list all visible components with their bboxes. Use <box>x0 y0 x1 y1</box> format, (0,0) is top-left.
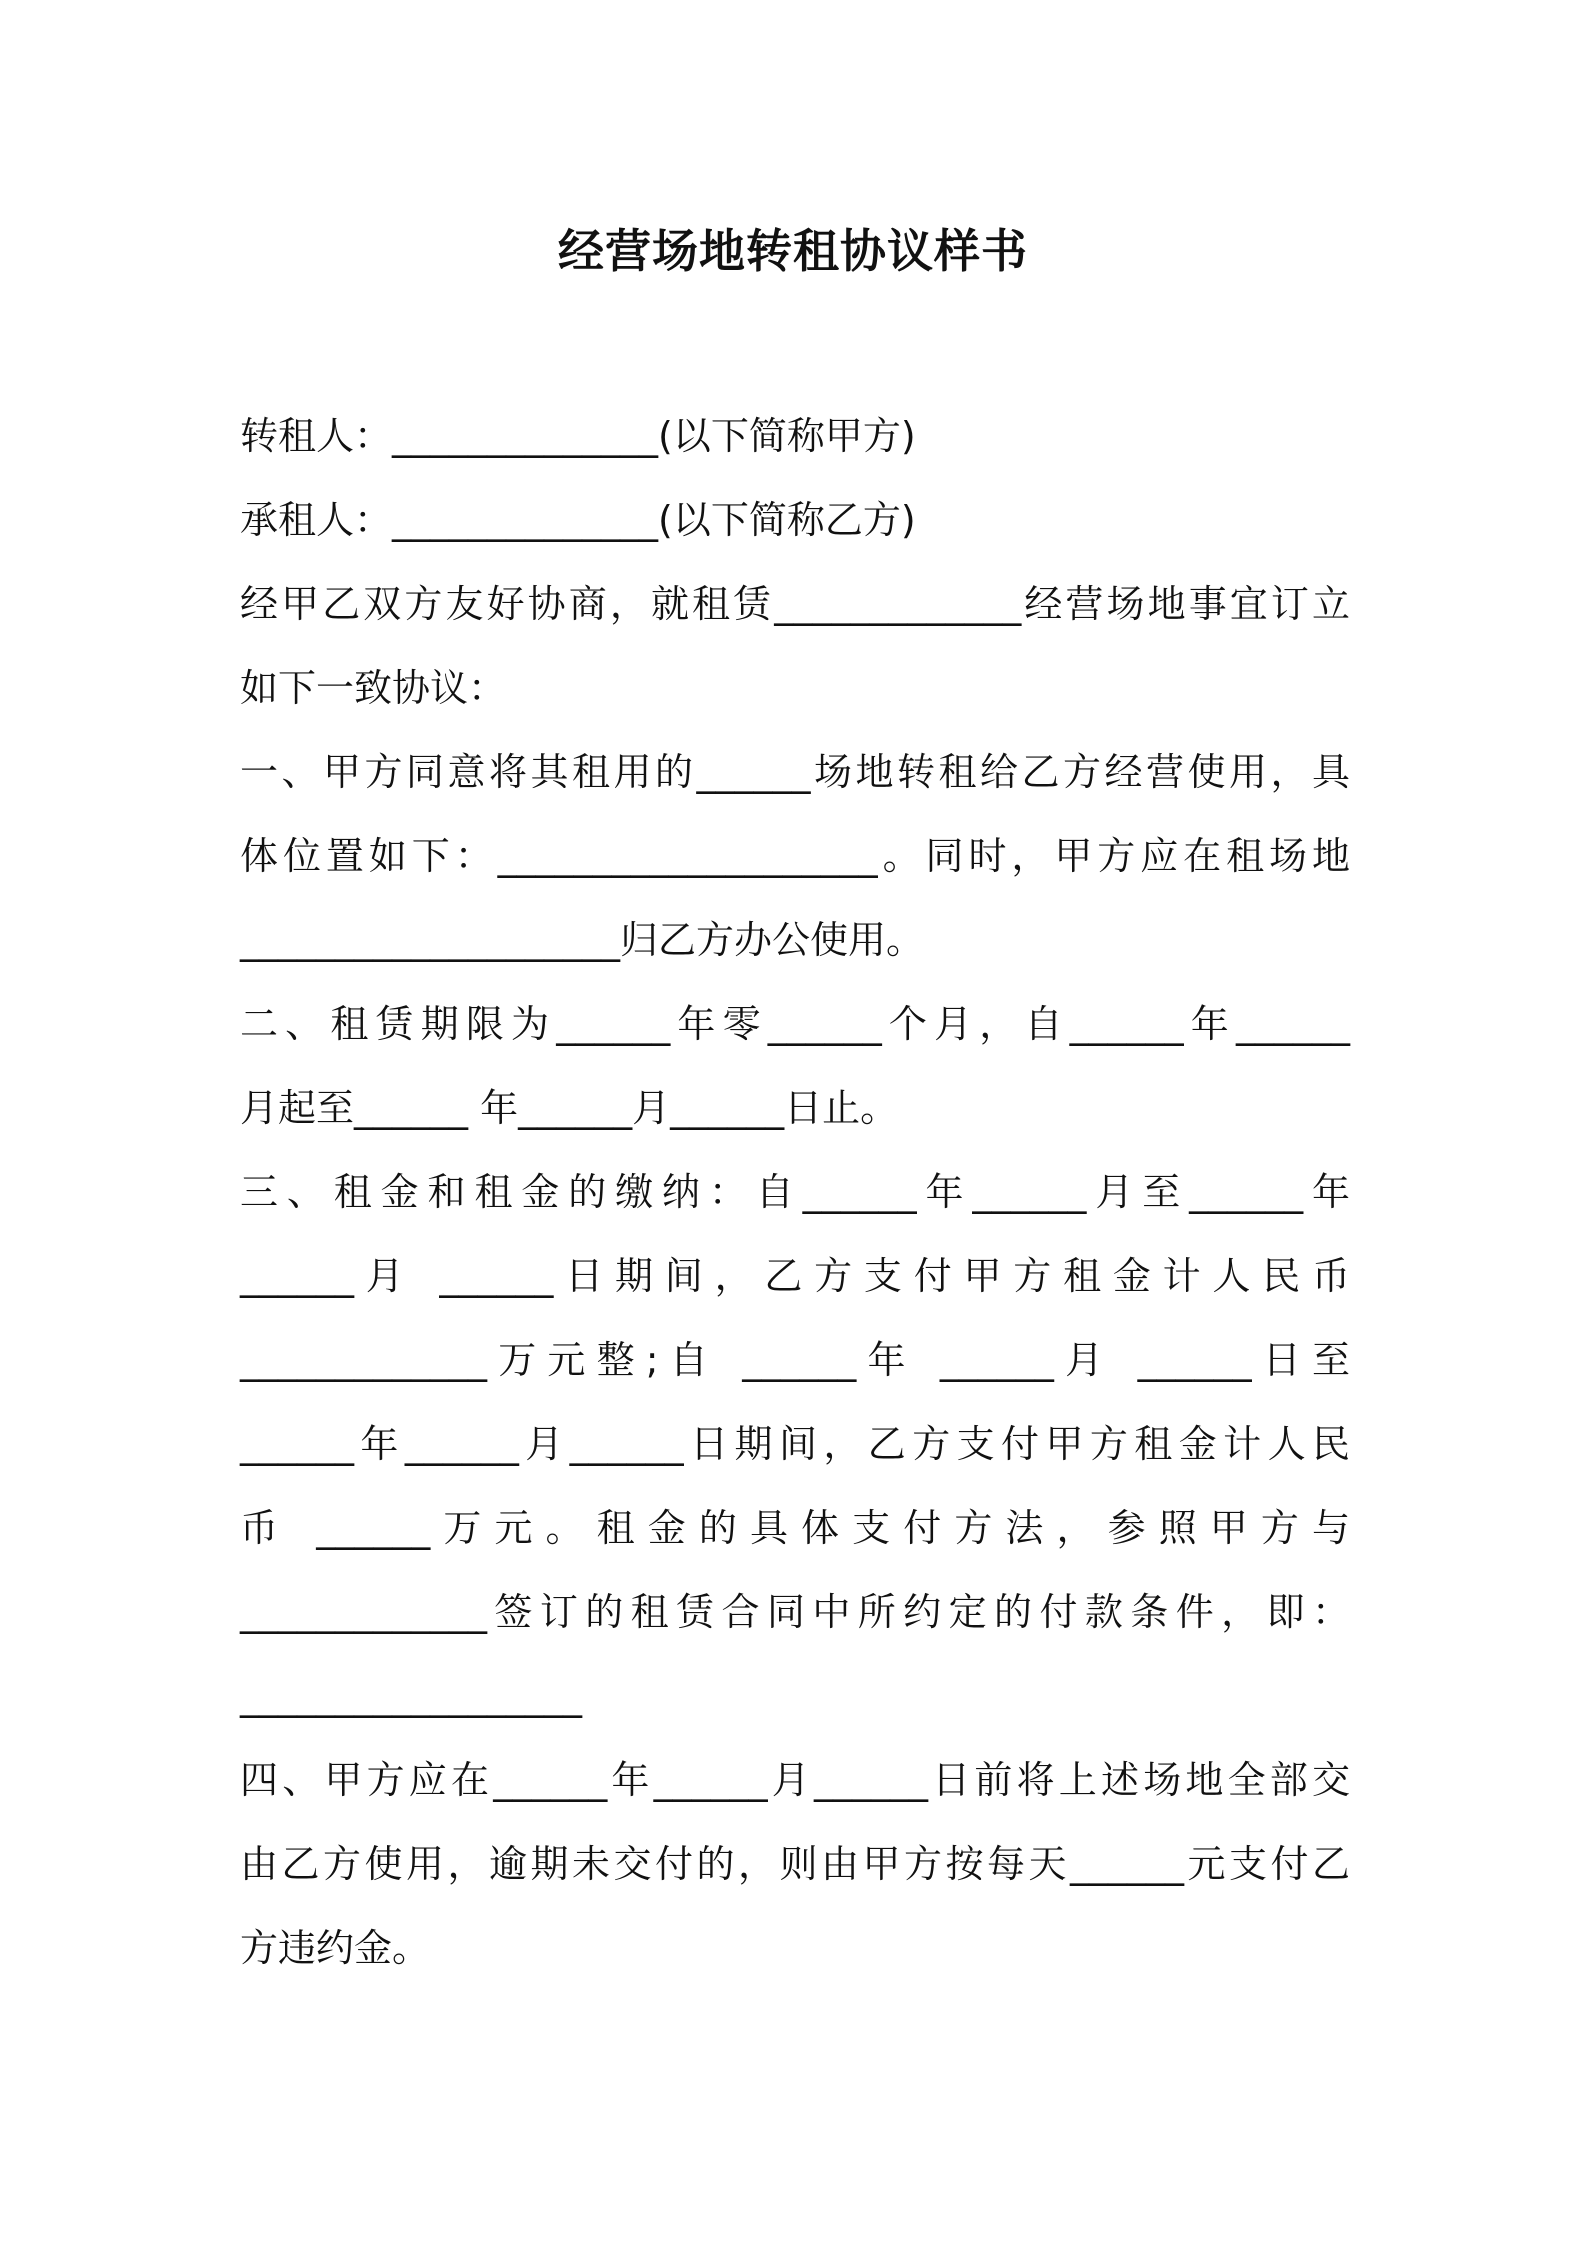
clause-1-line-3: ____________________归乙方办公使用。 <box>240 918 925 962</box>
preamble-line-2: 如下一致协议： <box>240 666 507 710</box>
clause-3-line-5: 币 ______万元。租金的具体支付方法，参照甲方与 <box>240 1506 1350 1550</box>
clause-1-line-1: 一、甲方同意将其租用的______场地转租给乙方经营使用，具 <box>240 750 1350 794</box>
clause-2-line-1: 二、租赁期限为______年零______个月，自______年______ <box>240 1002 1350 1046</box>
clause-4-line-1: 四、甲方应在______年______月______日前将上述场地全部交 <box>240 1758 1350 1802</box>
clause-3-line-4: ______年______月______日期间，乙方支付甲方租金计人民 <box>240 1422 1350 1466</box>
lessor-line: 转租人：______________(以下简称甲方) <box>240 414 916 458</box>
lessee-line: 承租人：______________(以下简称乙方) <box>240 498 916 542</box>
clause-4-line-3: 方违约金。 <box>240 1926 431 1970</box>
preamble-line-1: 经甲乙双方友好协商，就租赁_____________经营场地事宜订立 <box>240 582 1350 626</box>
clause-1-line-2: 体位置如下：____________________。同时，甲方应在租场地 <box>240 834 1350 878</box>
clause-3-line-2: ______月 ______日期间，乙方支付甲方租金计人民币 <box>240 1254 1350 1298</box>
clause-3-line-6: _____________签订的租赁合同中所约定的付款条件，即： <box>240 1590 1350 1634</box>
clause-2-line-2: 月起至______ 年______月______日止。 <box>240 1086 899 1130</box>
clause-4-line-2: 由乙方使用，逾期未交付的，则由甲方按每天______元支付乙 <box>240 1842 1350 1886</box>
document-title: 经营场地转租协议样书 <box>558 224 1028 278</box>
clause-3-line-7: __________________ <box>240 1674 582 1718</box>
clause-3-line-3: _____________万元整;自 ______年 ______月 ______日至 <box>240 1338 1350 1382</box>
clause-3-line-1: 三、租金和租金的缴纳：自______年______月至______年 <box>240 1170 1350 1214</box>
